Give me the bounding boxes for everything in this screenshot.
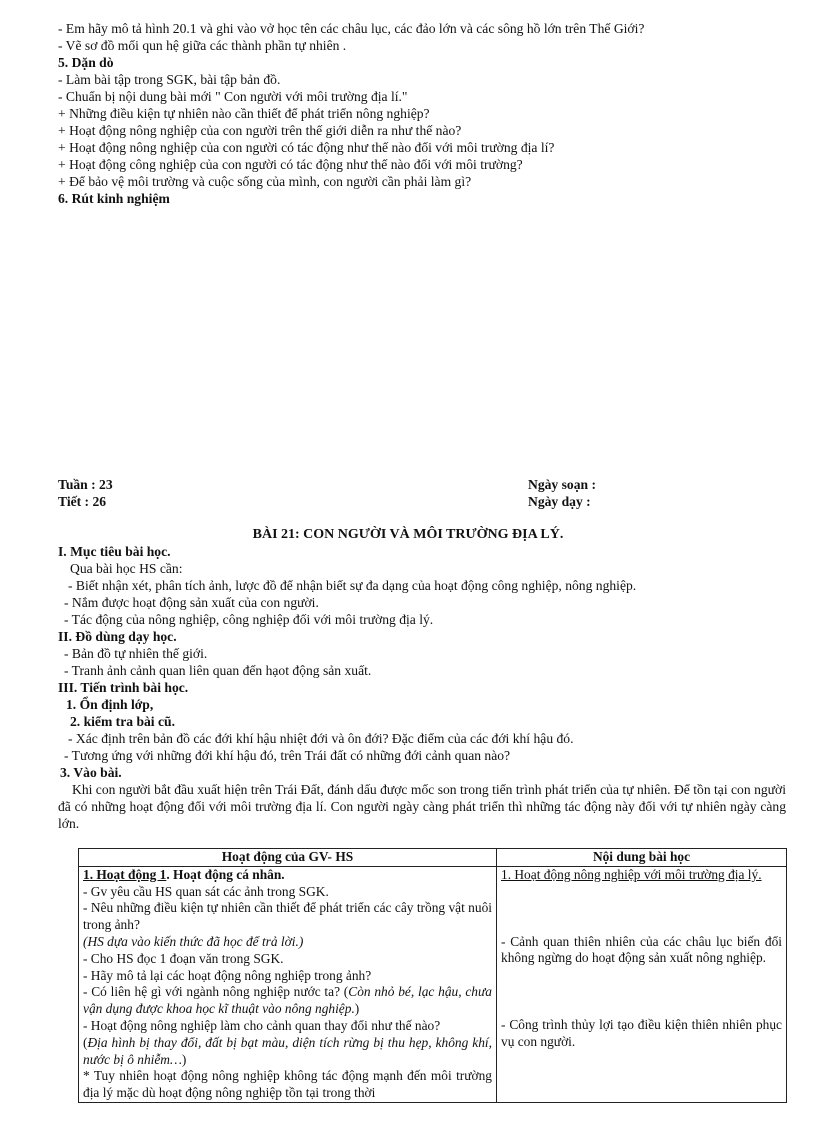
objectives-intro: Qua bài học HS cần: xyxy=(70,561,183,576)
lesson-title: BÀI 21: CON NGƯỜI VÀ MÔI TRƯỜNG ĐỊA LÝ. xyxy=(252,527,564,542)
period-label: Tiết : 26 xyxy=(58,494,107,509)
activity-line: - Nêu những điều kiện tự nhiên cần thiết để phát triển các cây trồng vật nuôi trong ảnh? xyxy=(83,900,492,933)
objective-item: - Nắm được hoạt động sản xuất của con người. xyxy=(64,595,319,610)
section-5-line: + Những điều kiện tự nhiên nào cần thiết để phát triển nông nghiệp? xyxy=(58,106,430,121)
activity-note: (HS dựa vào kiến thức đã học để trả lời.) xyxy=(83,933,304,949)
content-heading: 1. Hoạt động nông nghiệp với môi trường địa lý. xyxy=(501,866,762,882)
introduction-paragraph: Khi con người bắt đầu xuất hiện trên Trái Đất, đánh dấu được mốc son trong tiến trình phát triển của tự nhiên. Để tồn tại con người đã có những hoạt động đối với môi trường địa lí. Con người ngày càng phát triển thì những tác động này đối với tự nhiên ngày càng lớn. xyxy=(58,782,786,831)
section-5-line: + Để bảo vệ môi trường và cuộc sống của mình, con người cần phải làm gì? xyxy=(58,174,472,189)
prep-date-label: Ngày soạn : xyxy=(528,477,596,492)
activity-table xyxy=(78,848,787,1103)
activity-1-type: . Hoạt động cá nhân. xyxy=(166,866,285,882)
objective-item: - Tác động của nông nghiệp, công nghiệp đối với môi trường địa lý. xyxy=(64,612,434,627)
activity-1-heading xyxy=(83,867,492,884)
week-label: Tuần : 23 xyxy=(58,477,113,492)
teach-date-label: Ngày dạy : xyxy=(528,494,591,509)
activity-question: - Có liên hệ gì với ngành nông nghiệp nước ta? ( xyxy=(83,984,349,1000)
section-5-line: - Làm bài tập trong SGK, bài tập bản đồ. xyxy=(58,72,281,87)
previous-lesson-section xyxy=(58,20,778,207)
activity-paren: ) xyxy=(181,1051,187,1067)
material-item: - Bản đồ tự nhiên thế giới. xyxy=(64,646,208,661)
activity-line: - Gv yêu cầu HS quan sát các ảnh trong SGK. xyxy=(83,883,329,899)
section-5-line: + Hoạt động nông nghiệp của con người trên thế giới diễn ra như thế nào? xyxy=(58,123,462,138)
column-header-activities: Hoạt động của GV- HS xyxy=(79,849,497,867)
activity-line xyxy=(83,1035,492,1069)
content-point: - Công trình thủy lợi tạo điều kiện thiên nhiên phục vụ con người. xyxy=(501,1017,782,1049)
content-point: - Cảnh quan thiên nhiên của các châu lục biến đổi không ngừng do hoạt động sản xuất nông nghiệp. xyxy=(501,933,782,966)
review-question: - Tương ứng với những đới khí hậu đó, trên Trái đất có những đới cảnh quan nào? xyxy=(64,748,511,763)
lesson-meta xyxy=(58,476,778,512)
activity-paren: ) xyxy=(354,1001,360,1017)
teacher-student-activities-cell xyxy=(79,866,497,1102)
section-5-line: + Hoạt động nông nghiệp của con người có tác động như thế nào đối với môi trường địa lí? xyxy=(58,140,555,155)
material-item: - Tranh ảnh cảnh quan liên quan đến hạot động sản xuất. xyxy=(64,663,372,678)
activity-answer: Địa hình bị thay đổi, đất bị bạt màu, diện tích rừng bị thu hẹp, không khí, nước bị ô nhiễm… xyxy=(83,1034,492,1067)
objective-item: - Biết nhận xét, phân tích ảnh, lược đồ để nhận biết sự đa dạng của hoạt động công nghiệp, nông nghiệp. xyxy=(68,578,637,593)
step-2-heading: 2. kiểm tra bài cũ. xyxy=(70,714,175,729)
activity-line: - Hoạt động nông nghiệp làm cho cảnh quan thay đổi như thế nào? xyxy=(83,1017,441,1033)
homework-line-1: - Em hãy mô tả hình 20.1 và ghi vào vở học tên các châu lục, các đảo lớn và các sông hồ lớn trên Thế Giới? xyxy=(58,21,645,36)
step-3-heading: 3. Vào bài. xyxy=(60,765,122,780)
section-5-heading: 5. Dặn dò xyxy=(58,55,114,70)
section-6-heading: 6. Rút kinh nghiệm xyxy=(58,191,170,206)
activity-answer: Còn nhỏ bé, lạc hậu, chưa vận dụng được khoa học kĩ thuật vào nông nghiệp. xyxy=(83,984,492,1017)
activity-paren: ( xyxy=(83,1034,88,1050)
activity-line: * Tuy nhiên hoạt động nông nghiệp không tác động mạnh đến môi trường địa lý mặc dù hoạt động nông nghiệp tồn tại trong thời xyxy=(83,1068,492,1101)
process-heading: III. Tiến trình bài học. xyxy=(58,680,189,695)
lesson-body xyxy=(58,543,786,832)
table-header-row xyxy=(79,849,787,867)
column-header-content: Nội dung bài học xyxy=(497,849,787,867)
activity-line: - Cho HS đọc 1 đoạn văn trong SGK. xyxy=(83,950,284,966)
review-question: - Xác định trên bản đồ các đới khí hậu nhiệt đới và ôn đới? Đặc điểm của các đới khí hậu đó. xyxy=(68,731,574,746)
objectives-heading: I. Mục tiêu bài học. xyxy=(58,544,171,559)
lesson-content-cell xyxy=(497,866,787,1102)
table-row xyxy=(79,866,787,1102)
materials-heading: II. Đồ dùng dạy học. xyxy=(58,629,177,644)
section-5-line: - Chuẩn bị nội dung bài mới " Con người với môi trường địa lí." xyxy=(58,89,408,104)
activity-line xyxy=(83,984,492,1018)
homework-line-2: - Vẽ sơ đồ mối qun hệ giữa các thành phần tự nhiên . xyxy=(58,38,347,53)
activity-line: - Hãy mô tả lại các hoạt động nông nghiệp trong ảnh? xyxy=(83,967,372,983)
activity-1-label: 1. Hoạt động 1 xyxy=(83,866,167,882)
step-1-heading: 1. Ổn định lớp, xyxy=(66,697,154,712)
section-5-line: + Hoạt động công nghiệp của con người có tác động như thế nào đối với môi trường? xyxy=(58,157,523,172)
